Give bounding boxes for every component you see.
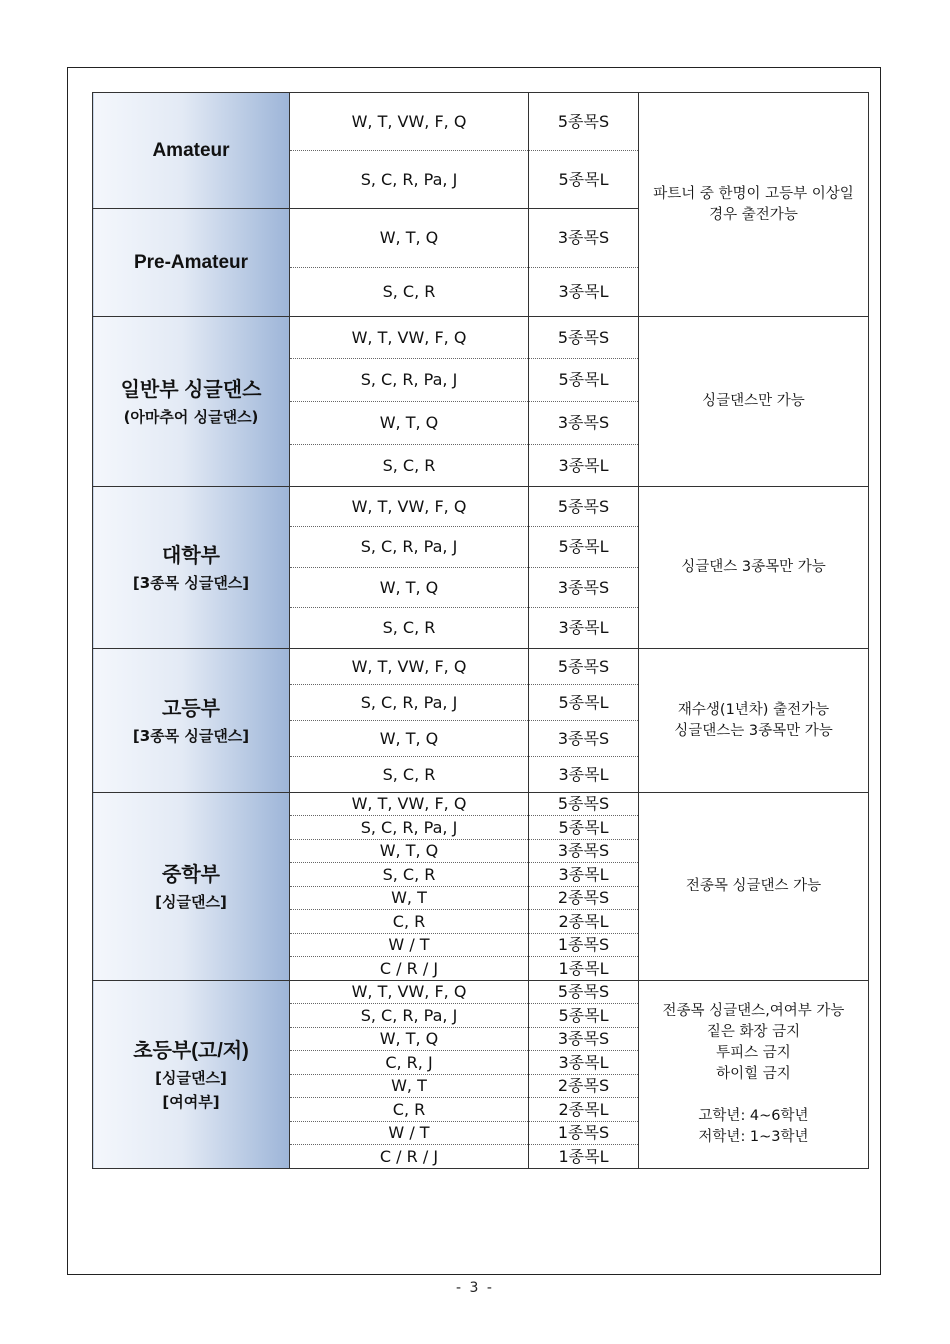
table-row [93,981,869,1004]
note-line: 고학년: 4~6학년 [698,1108,809,1124]
category-cell [93,487,290,649]
category-title: Amateur [152,139,230,161]
category-title: 일반부 싱글댄스 [120,378,262,401]
competition-category-table [92,92,869,1169]
dance-events-cell: W, T, Q [290,840,529,863]
event-count-cell: 5종목S [529,317,639,359]
dance-events-cell: W, T, Q [290,1028,529,1051]
event-count-cell: 3종목L [529,1051,639,1075]
event-count-cell: 5종목L [529,816,639,840]
event-count-cell: 2종목S [529,1075,639,1098]
category-subtitle: [3종목 싱글댄스] [132,726,250,745]
eligibility-note-cell [639,317,869,487]
note-line: 투피스 금지 [716,1045,791,1061]
eligibility-note-cell [639,793,869,981]
table-row [93,317,869,359]
event-count-cell: 5종목S [529,649,639,685]
event-count-cell: 2종목L [529,910,639,934]
category-title: 초등부(고/저) [133,1039,249,1062]
category-cell [93,981,290,1169]
dance-events-cell: W, T [290,1075,529,1098]
eligibility-note-cell [639,649,869,793]
event-count-cell: 5종목L [529,359,639,402]
dance-events-cell: S, C, R [290,757,529,793]
category-subtitle: [싱글댄스] [155,892,227,911]
category-subtitle: [3종목 싱글댄스] [132,573,250,592]
dance-events-cell: S, C, R [290,863,529,887]
dance-events-cell: W, T, VW, F, Q [290,317,529,359]
event-count-cell: 5종목S [529,93,639,151]
note-line: 재수생(1년차) 출전가능 [677,701,830,718]
dance-events-cell: W, T, VW, F, Q [290,93,529,151]
dance-events-cell: W / T [290,1122,529,1145]
dance-events-cell: W, T [290,887,529,910]
note-line: 짙은 화장 금지 [706,1024,801,1040]
page-number: - 3 - [456,1280,494,1296]
event-count-cell: 5종목L [529,527,639,568]
table-row [93,649,869,685]
event-count-cell: 3종목S [529,1028,639,1051]
event-count-cell: 3종목L [529,445,639,487]
event-count-cell: 5종목L [529,685,639,721]
event-count-cell: 5종목L [529,1004,639,1028]
dance-events-cell: W, T, VW, F, Q [290,981,529,1004]
category-title: 고등부 [162,697,220,720]
eligibility-note-cell [639,93,869,317]
dance-events-cell: S, C, R, Pa, J [290,1004,529,1028]
dance-events-cell: S, C, R, Pa, J [290,359,529,402]
dance-events-cell: C, R [290,1098,529,1122]
dance-events-cell: C / R / J [290,957,529,981]
event-count-cell: 3종목S [529,721,639,757]
dance-events-cell: S, C, R [290,608,529,649]
event-count-cell: 3종목S [529,209,639,268]
category-title: 대학부 [162,544,220,567]
dance-events-cell: C, R [290,910,529,934]
eligibility-note-cell [639,981,869,1169]
note-line: 싱글댄스만 가능 [702,393,805,409]
event-count-cell: 3종목S [529,840,639,863]
event-count-cell: 5종목S [529,487,639,527]
dance-events-cell: W, T, VW, F, Q [290,487,529,527]
dance-events-cell: S, C, R, Pa, J [290,151,529,209]
dance-events-cell: W, T, Q [290,721,529,757]
event-count-cell: 3종목S [529,568,639,608]
table-row [93,793,869,816]
dance-events-cell: W, T, VW, F, Q [290,649,529,685]
dance-events-cell: S, C, R, Pa, J [290,816,529,840]
note-line: 전종목 싱글댄스 가능 [685,878,822,894]
category-cell [93,209,290,317]
event-count-cell: 1종목L [529,1145,639,1169]
note-line: 저학년: 1~3학년 [698,1129,809,1145]
event-count-cell: 2종목S [529,887,639,910]
event-count-cell: 3종목L [529,268,639,317]
note-spacer [639,1085,868,1106]
category-cell [93,649,290,793]
category-cell [93,793,290,981]
dance-events-cell: W, T, VW, F, Q [290,793,529,816]
note-line: 전종목 싱글댄스,여여부 가능 [662,1003,845,1019]
event-count-cell: 5종목S [529,793,639,816]
table-row [93,487,869,527]
category-title: Pre-Amateur [133,251,249,273]
category-title: 중학부 [162,863,220,886]
event-count-cell: 3종목S [529,402,639,445]
dance-events-cell: C, R, J [290,1051,529,1075]
category-subtitle: [여여부] [162,1092,220,1111]
event-count-cell: 5종목L [529,151,639,209]
dance-events-cell: W, T, Q [290,568,529,608]
dance-events-cell: C / R / J [290,1145,529,1169]
event-count-cell: 3종목L [529,757,639,793]
note-line: 하이힐 금지 [716,1066,791,1082]
category-cell [93,93,290,209]
table-row [93,93,869,151]
event-count-cell: 1종목S [529,934,639,957]
dance-events-cell: S, C, R, Pa, J [290,685,529,721]
dance-events-cell: S, C, R [290,268,529,317]
event-count-cell: 3종목L [529,608,639,649]
event-count-cell: 2종목L [529,1098,639,1122]
note-line: 싱글댄스 3종목만 가능 [681,559,826,575]
event-count-cell: 5종목S [529,981,639,1004]
dance-events-cell: S, C, R [290,445,529,487]
event-count-cell: 1종목L [529,957,639,981]
dance-events-cell: S, C, R, Pa, J [290,527,529,568]
category-subtitle: (아마추어 싱글댄스) [123,407,259,426]
note-line: 파트너 중 한명이 고등부 이상일 [653,185,854,202]
category-subtitle: [싱글댄스] [155,1068,227,1087]
eligibility-note-cell [639,487,869,649]
dance-events-cell: W, T, Q [290,402,529,445]
dance-events-cell: W, T, Q [290,209,529,268]
note-line: 경우 출전가능 [709,206,798,223]
event-count-cell: 3종목L [529,863,639,887]
note-line: 싱글댄스는 3종목만 가능 [674,722,833,739]
category-cell [93,317,290,487]
event-count-cell: 1종목S [529,1122,639,1145]
dance-events-cell: W / T [290,934,529,957]
